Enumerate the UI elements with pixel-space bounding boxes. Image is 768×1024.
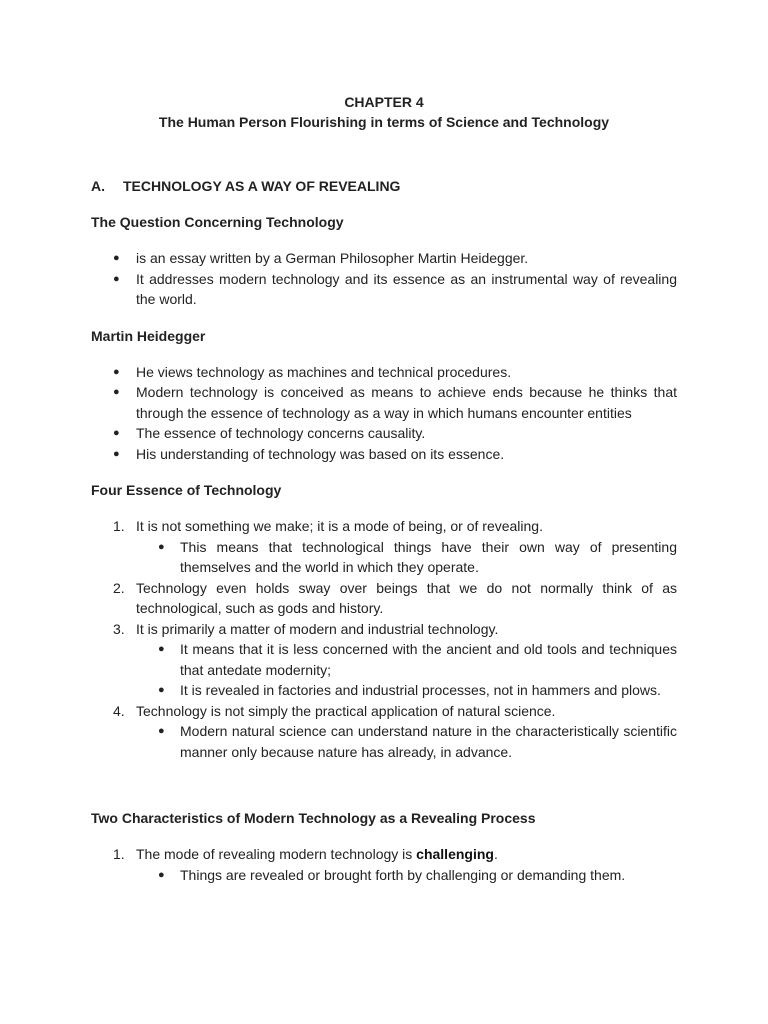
sub-list-item: ● It means that it is less concerned with the ancient and old tools and techniques that antedate modernity;: [158, 641, 677, 678]
four-essence-list: [91, 516, 677, 762]
sub-list-item: ● Things are revealed or brought forth by challenging or demanding them.: [136, 865, 677, 886]
bullet-icon: ●: [158, 725, 165, 737]
sub-list: [136, 639, 677, 701]
bullet-icon: ●: [158, 540, 165, 553]
item-number: 4.: [113, 702, 125, 719]
item-number: 2.: [113, 579, 125, 596]
numbered-item: 1. The mode of revealing modern technology is challenging. ● Things are revealed or brought forth by challenging or demanding them.: [91, 844, 677, 885]
document-body: [91, 176, 677, 885]
list-item: ● is an essay written by a German Philosopher Martin Heidegger.: [91, 248, 677, 269]
chapter-number: CHAPTER 4: [344, 94, 424, 110]
bullet-icon: ●: [158, 643, 165, 655]
bullet-icon: ●: [113, 365, 120, 378]
list-item: ● Modern technology is conceived as means to achieve ends because he thinks that through the essence of technology as a way in which humans encounter entities: [113, 384, 677, 421]
chapter-title: The Human Person Flourishing in terms of Science and Technology: [158, 114, 610, 130]
bullet-icon: ●: [113, 272, 120, 285]
question-concerning-heading: The Question Concerning Technology: [91, 214, 344, 230]
heidegger-heading: Martin Heidegger: [91, 327, 206, 344]
section-letter: A.: [91, 178, 105, 194]
bullet-icon: ●: [113, 427, 120, 439]
sub-list: [136, 537, 677, 578]
bullet-icon: ●: [158, 684, 165, 696]
sub-list: [136, 865, 677, 886]
section-title: TECHNOLOGY AS A WAY OF REVEALING: [123, 178, 401, 194]
list-item: ● It addresses modern technology and its essence as an instrumental way of revealing the world.: [113, 270, 677, 307]
item-number: 1.: [113, 846, 125, 862]
heidegger-list: [91, 362, 677, 465]
chapter-title-block: [0, 92, 768, 132]
item-number: 1.: [113, 518, 125, 534]
question-concerning-list: [91, 248, 677, 310]
section-a-heading: [91, 176, 677, 196]
numbered-item: 2. Technology even holds sway over beings that we do not normally think of as technological, such as gods and history.: [113, 579, 677, 616]
sub-list: [136, 721, 677, 762]
numbered-item: 1. It is not something we make; it is a mode of being, or of revealing. ● This means that technological things have their own way of presenting themselves and the world in which they operate.: [91, 516, 677, 578]
bullet-icon: ●: [113, 386, 120, 398]
four-essence-heading: Four Essence of Technology: [91, 482, 282, 498]
bullet-icon: ●: [158, 868, 165, 881]
list-item: ● He views technology as machines and technical procedures.: [91, 362, 677, 383]
item-number: 3.: [113, 620, 125, 637]
list-item: ● His understanding of technology was based on its essence.: [91, 444, 677, 465]
emphasis-text: challenging: [416, 846, 494, 862]
sub-list-item: ● Modern natural science can understand nature in the characteristically scientific manner only because nature has already, in advance.: [158, 723, 677, 760]
bullet-icon: ●: [113, 447, 120, 460]
list-item: ● The essence of technology concerns causality.: [91, 423, 677, 444]
two-characteristics-list: [91, 844, 677, 885]
two-characteristics-heading: Two Characteristics of Modern Technology as a Revealing Process: [91, 810, 536, 826]
numbered-item: 4. Technology is not simply the practical application of natural science. ● Modern natural science can understand nature in the characteristically scientific manner only because nature has already, in advance.: [91, 701, 677, 763]
bullet-icon: ●: [113, 252, 120, 264]
sub-list-item: ● It is revealed in factories and industrial processes, not in hammers and plows.: [136, 680, 677, 701]
numbered-item: 3. It is primarily a matter of modern and industrial technology. ● It means that it is less concerned with the ancient and old tools and techniques that antedate modernity; ● It is revealed in factories and industrial processes, not in hammers and plows.: [91, 619, 677, 701]
sub-list-item: ● This means that technological things have their own way of presenting themselves and the world in which they operate.: [158, 538, 677, 575]
